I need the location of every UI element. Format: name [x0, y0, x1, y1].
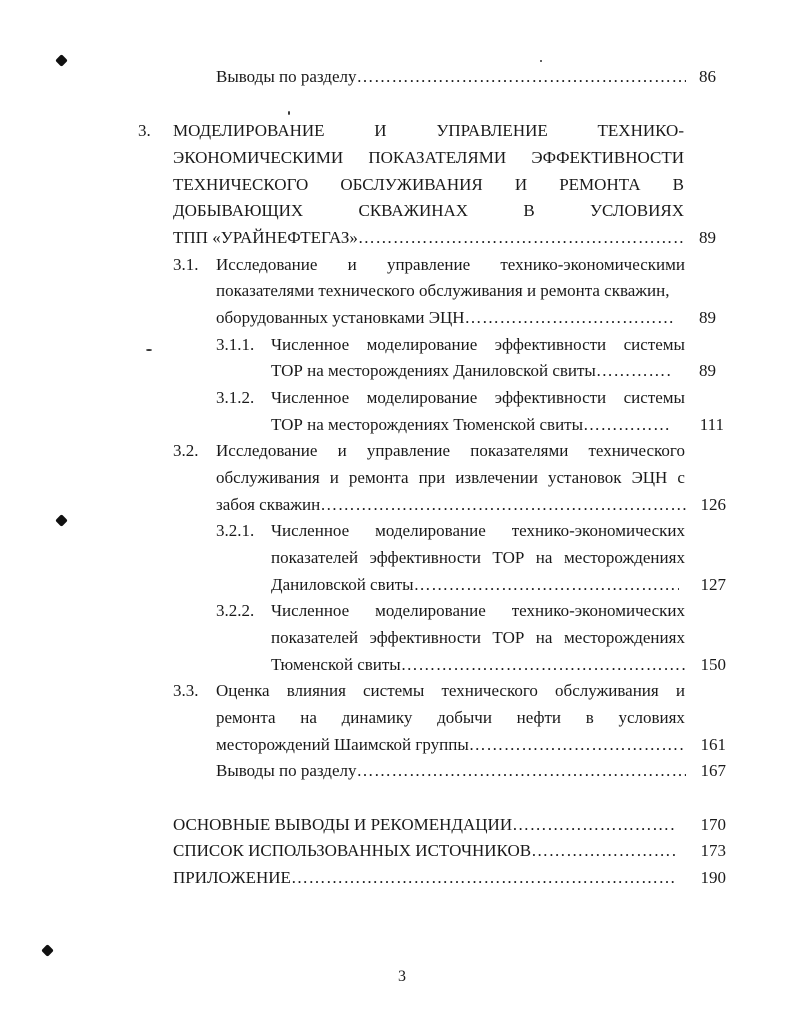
toc-page-number: 111 — [699, 415, 724, 434]
toc-page-number: 167 — [700, 761, 726, 780]
scan-mark-middle — [55, 514, 68, 527]
toc-entry-title: ТПП «УРАЙНЕФТЕГАЗ» — [173, 228, 358, 247]
section-title-line: Исследование и управление показателями технического — [216, 441, 685, 460]
page-number: 3 — [398, 968, 406, 985]
toc-leader — [583, 412, 669, 438]
subsection-number: 3.2.2. — [216, 601, 255, 620]
scan-speck — [146, 349, 152, 351]
section-number: 3.2. — [173, 441, 199, 460]
toc-entry-3-1[interactable] — [216, 305, 676, 331]
subsection-number: 3.1.1. — [216, 335, 255, 354]
toc-page-number: 89 — [699, 361, 716, 380]
toc-entry-title: забоя скважин — [216, 495, 321, 514]
chapter-title-line: ДОБЫВАЮЩИХ СКВАЖИНАХ В УСЛОВИЯХ — [173, 201, 684, 220]
subsection-title-line: показателей эффективности ТОР на месторождениях — [271, 548, 685, 567]
toc-page-number: 173 — [700, 841, 726, 860]
subsection-title-line: Численное моделирование эффективности системы — [271, 335, 685, 354]
toc-entry-title: Выводы по разделу — [216, 761, 357, 780]
toc-page-number: 126 — [700, 495, 726, 514]
toc-entry-title: Выводы по разделу — [216, 67, 357, 86]
section-number: 3.1. — [173, 255, 199, 274]
section-title-line: Оценка влияния системы технического обслуживания и — [216, 681, 685, 700]
subsection-title-line: показателей эффективности ТОР на месторождениях — [271, 628, 685, 647]
chapter-title-line: МОДЕЛИРОВАНИЕ И УПРАВЛЕНИЕ ТЕХНИКО- — [173, 121, 684, 140]
toc-entry-main-conclusions[interactable] — [173, 812, 677, 838]
toc-leader — [596, 358, 671, 384]
toc-page-number: 161 — [700, 735, 726, 754]
toc-leader — [465, 305, 676, 331]
toc-entry-3-1-2[interactable] — [271, 412, 669, 438]
toc-leader — [401, 652, 685, 678]
chapter-title-line: ТЕХНИЧЕСКОГО ОБСЛУЖИВАНИЯ И РЕМОНТА В — [173, 175, 684, 194]
section-title-line: показателями технического обслуживания и ремонта скважин, — [216, 281, 670, 300]
toc-leader — [512, 812, 677, 838]
toc-leader — [320, 492, 686, 518]
toc-entry-ch3[interactable] — [173, 225, 686, 251]
toc-page-number: 170 — [700, 815, 726, 834]
scan-mark-bottom — [41, 944, 54, 957]
toc-leader — [531, 838, 677, 864]
scan-speck — [288, 111, 290, 115]
toc-entry-references[interactable] — [173, 838, 677, 864]
chapter-title-line: ЭКОНОМИЧЕСКИМИ ПОКАЗАТЕЛЯМИ ЭФФЕКТИВНОСТИ — [173, 148, 684, 167]
toc-entry-3-2-1[interactable] — [271, 572, 679, 598]
subsection-title-line: Численное моделирование технико-экономических — [271, 601, 685, 620]
toc-page-number: 127 — [700, 575, 726, 594]
toc-entry-3-2-2[interactable] — [271, 652, 685, 678]
toc-leader — [356, 758, 686, 784]
toc-entry-3-2[interactable] — [216, 492, 686, 518]
toc-entry-title: ПРИЛОЖЕНИЕ — [173, 868, 291, 887]
toc-leader — [358, 225, 686, 251]
toc-leader — [414, 572, 679, 598]
toc-entry-appendix[interactable] — [173, 865, 677, 891]
toc-page-number: 190 — [700, 868, 726, 887]
subsection-title-line: Численное моделирование эффективности системы — [271, 388, 685, 407]
toc-entry-title: СПИСОК ИСПОЛЬЗОВАННЫХ ИСТОЧНИКОВ — [173, 841, 532, 860]
toc-leader — [356, 64, 686, 90]
toc-entry-title: месторождений Шаимской группы — [216, 735, 469, 754]
subsection-number: 3.2.1. — [216, 521, 255, 540]
toc-page-number: 150 — [700, 655, 726, 674]
subsection-title-line: Численное моделирование технико-экономических — [271, 521, 685, 540]
toc-entry-title: ОСНОВНЫЕ ВЫВОДЫ И РЕКОМЕНДАЦИИ — [173, 815, 513, 834]
toc-page-number: 89 — [699, 308, 716, 327]
toc-entry-title: Даниловской свиты — [271, 575, 414, 594]
chapter-number: 3. — [138, 121, 151, 140]
toc-entry-3-3[interactable] — [216, 732, 686, 758]
toc-entry-ch3-conclusions[interactable] — [216, 758, 686, 784]
toc-entry-title: оборудованных установками ЭЦН — [216, 308, 465, 327]
toc-page-number: 86 — [699, 67, 716, 86]
toc-entry-title: ТОР на месторождениях Даниловской свиты — [271, 361, 596, 380]
toc-page-number: 89 — [699, 228, 716, 247]
toc-leader — [291, 865, 677, 891]
subsection-number: 3.1.2. — [216, 388, 255, 407]
scan-mark-top — [55, 54, 68, 67]
toc-entry-title: Тюменской свиты — [271, 655, 401, 674]
section-title-line: обслуживания и ремонта при извлечении установок ЭЦН с — [216, 468, 685, 487]
section-number: 3.3. — [173, 681, 199, 700]
section-title-line: ремонта на динамику добычи нефти в условиях — [216, 708, 685, 727]
toc-entry-title: ТОР на месторождениях Тюменской свиты — [271, 415, 584, 434]
toc-entry-3-1-1[interactable] — [271, 358, 671, 384]
toc-entry-ch2-conclusions[interactable] — [216, 64, 686, 90]
section-title-line: Исследование и управление технико-экономическими — [216, 255, 685, 274]
scan-speck — [540, 60, 542, 62]
toc-leader — [469, 732, 686, 758]
